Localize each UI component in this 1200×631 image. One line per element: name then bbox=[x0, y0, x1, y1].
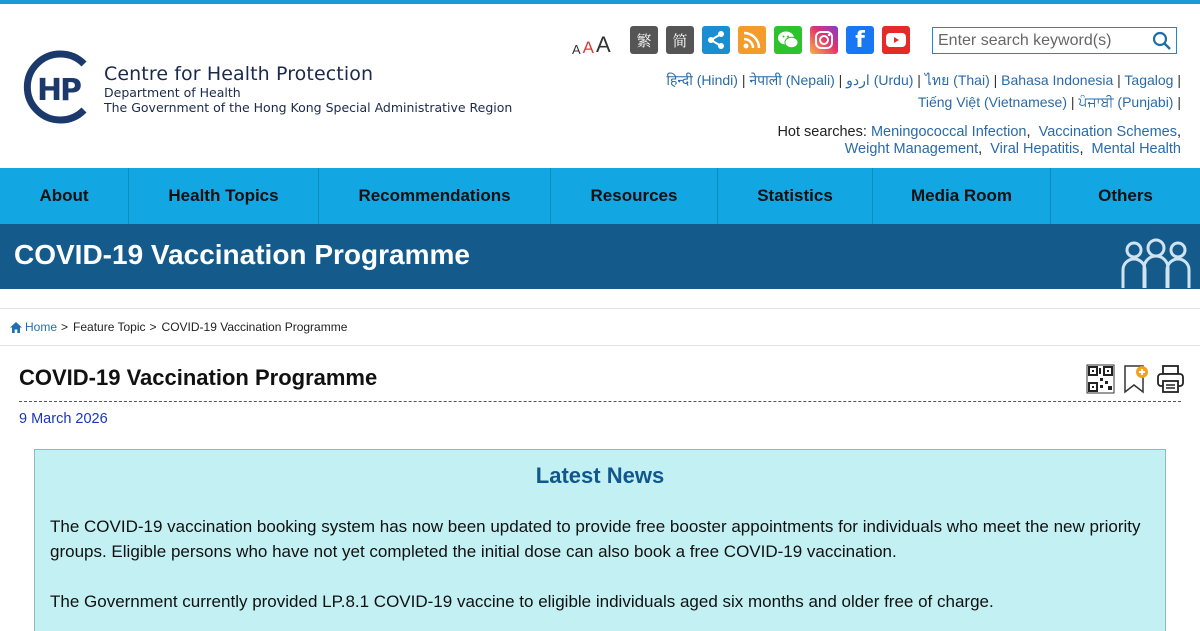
simplified-chinese-button[interactable]: 简 bbox=[666, 26, 694, 54]
nav-media-room[interactable]: Media Room bbox=[873, 168, 1051, 224]
top-accent-bar bbox=[0, 0, 1200, 4]
lang-indonesian[interactable]: Bahasa Indonesia bbox=[1001, 72, 1114, 88]
language-links: हिन्दी (Hindi) | नेपाली (Nepali) | اردو (Urdu) | ไทย (Thai) | Bahasa Indonesia | Tagalog | Tiếng Việt (Vietnamese) | ਪੰਜਾਬੀ (Punjabi) | bbox=[666, 72, 1181, 110]
nav-others[interactable]: Others bbox=[1098, 186, 1153, 205]
banner-title: COVID-19 Vaccination Programme bbox=[14, 239, 470, 270]
news-paragraph-1: The COVID-19 vaccination booking system has now been updated to provide free booster appointments for individuals who meet the new priority groups. Eligible persons who have not yet completed the initial dose can also book a free COVID-19 vaccination. bbox=[50, 517, 1141, 561]
traditional-chinese-button[interactable]: 繁 bbox=[630, 26, 658, 54]
hot-searches: Hot searches: Meningococcal Infection, Vaccination Schemes, Weight Management, Viral Hepatitis, Mental Health bbox=[777, 124, 1181, 157]
nav-health-topics[interactable]: Health Topics bbox=[129, 168, 319, 224]
search-icon[interactable] bbox=[1152, 31, 1172, 51]
font-large-button[interactable]: A bbox=[596, 32, 611, 57]
page-date: 9 March 2026 bbox=[19, 411, 108, 427]
lang-tagalog[interactable]: Tagalog bbox=[1124, 72, 1174, 88]
svg-text:H: H bbox=[37, 73, 63, 108]
hot-search-weight[interactable]: Weight Management bbox=[844, 141, 979, 157]
hot-search-mental-health[interactable]: Mental Health bbox=[1091, 141, 1181, 157]
rss-icon[interactable] bbox=[738, 26, 766, 54]
hot-search-vaccination[interactable]: Vaccination Schemes bbox=[1038, 124, 1177, 140]
search-box bbox=[932, 27, 1177, 54]
title-divider bbox=[19, 401, 1181, 402]
people-icon bbox=[1120, 238, 1192, 288]
breadcrumb-separator: > bbox=[149, 320, 157, 334]
qr-code-icon[interactable] bbox=[1086, 364, 1115, 394]
lang-nepali[interactable]: नेपाली (Nepali) bbox=[749, 72, 835, 88]
font-size-controls bbox=[572, 26, 613, 56]
logo-title: Centre for Health Protection bbox=[104, 63, 374, 85]
instagram-icon[interactable] bbox=[810, 26, 838, 54]
logo-gov: The Government of the Hong Kong Special Administrative Region bbox=[104, 100, 513, 115]
chp-logo[interactable] bbox=[20, 50, 520, 130]
bookmark-icon[interactable] bbox=[1121, 364, 1150, 394]
toolbar-icons bbox=[630, 26, 910, 54]
breadcrumb-separator: > bbox=[61, 320, 69, 334]
nav-about[interactable]: About bbox=[0, 168, 129, 224]
hot-searches-label: Hot searches: bbox=[777, 124, 867, 140]
latest-news-box bbox=[34, 449, 1166, 631]
nav-resources[interactable]: Resources bbox=[551, 168, 718, 224]
facebook-icon[interactable]: f bbox=[846, 26, 874, 54]
lang-punjabi[interactable]: ਪੰਜਾਬੀ (Punjabi) bbox=[1078, 94, 1174, 110]
youtube-icon[interactable] bbox=[882, 26, 910, 54]
lang-vietnamese[interactable]: Tiếng Việt (Vietnamese) bbox=[917, 94, 1067, 110]
font-small-button[interactable]: A bbox=[572, 42, 581, 57]
lang-urdu[interactable]: اردو (Urdu) bbox=[846, 72, 914, 88]
share-icon[interactable] bbox=[702, 26, 730, 54]
lang-hindi[interactable]: हिन्दी (Hindi) bbox=[666, 72, 738, 88]
font-medium-button[interactable]: A bbox=[582, 38, 595, 57]
topic-banner bbox=[0, 224, 1200, 289]
nav-statistics[interactable]: Statistics bbox=[718, 168, 873, 224]
chp-logo-icon bbox=[20, 50, 92, 124]
breadcrumb bbox=[0, 308, 1200, 346]
breadcrumb-feature-topic[interactable]: Feature Topic bbox=[73, 320, 146, 334]
hot-search-meningococcal[interactable]: Meningococcal Infection bbox=[870, 124, 1027, 140]
logo-dept: Department of Health bbox=[104, 85, 241, 100]
page-title: COVID-19 Vaccination Programme bbox=[19, 365, 378, 390]
home-icon[interactable] bbox=[10, 322, 22, 333]
main-nav bbox=[0, 168, 1200, 224]
search-input[interactable] bbox=[933, 28, 1143, 53]
hot-search-hepatitis[interactable]: Viral Hepatitis bbox=[990, 141, 1080, 157]
news-paragraph-2: The Government currently provided LP.8.1 COVID-19 vaccine to eligible individuals aged six months and older free of charge. bbox=[50, 592, 994, 611]
breadcrumb-current: COVID-19 Vaccination Programme bbox=[161, 320, 348, 334]
svg-text:P: P bbox=[60, 73, 82, 108]
wechat-icon[interactable] bbox=[774, 26, 802, 54]
latest-news-heading: Latest News bbox=[535, 463, 665, 488]
page-tools bbox=[1086, 364, 1185, 394]
lang-thai[interactable]: ไทย (Thai) bbox=[924, 72, 990, 88]
breadcrumb-home[interactable]: Home bbox=[25, 320, 58, 334]
nav-recommendations[interactable]: Recommendations bbox=[319, 168, 551, 224]
print-icon[interactable] bbox=[1156, 364, 1185, 394]
